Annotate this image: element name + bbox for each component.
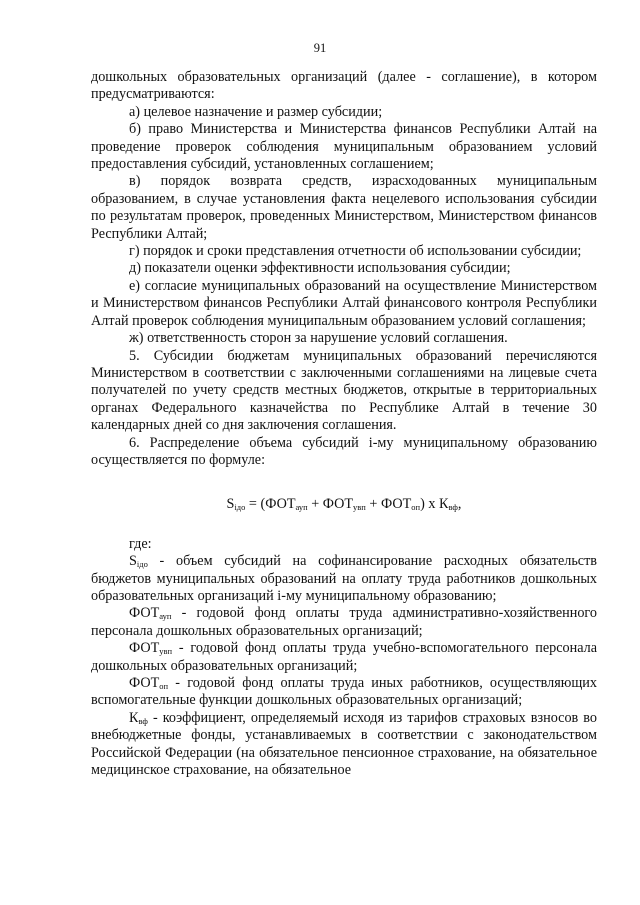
formula-term-sub: оп: [411, 502, 421, 513]
paragraph: г) порядок и сроки представления отчетности об использовании субсидии;: [129, 243, 582, 260]
paragraph: в) порядок возврата средств, израсходованных муниципальным образованием, в случае установления факта нецелевого использования субсидии по результатам проверок, проведенных Министерством, Министерством финансов Республики Алтай;: [91, 173, 597, 242]
formula-times: ) х: [420, 496, 439, 513]
definition-text: - годовой фонд оплаты труда учебно-вспомогательного персонала дошкольных образовательных организаций;: [91, 640, 597, 674]
definition-symbol-sub: iдо: [136, 559, 148, 570]
definition: [91, 640, 597, 675]
paragraph: 6. Распределение объема субсидий i-му муниципальному образованию осуществляется по формуле:: [91, 434, 597, 468]
definition-symbol-sub: увп: [159, 646, 173, 657]
where-label: где:: [129, 535, 152, 552]
paragraph: а) целевое назначение и размер субсидии;: [129, 103, 383, 120]
definition: [91, 710, 597, 780]
definition: [91, 605, 597, 640]
definition: [91, 675, 597, 710]
paragraph: 5. Субсидии бюджетам муниципальных образований перечисляются Министерством в соответствии с заключенными соглашениями на лицевые счета получателей по учету средств местных бюджетов, открытые в территориальных органах Федерального казначейства по Республике Алтай в течение 30 календарных дней со дня заключения соглашения.: [91, 347, 597, 434]
definition-symbol: К: [129, 709, 139, 726]
formula: [91, 496, 597, 513]
formula-plus: +: [307, 496, 323, 513]
formula-term: ФОТ: [380, 496, 412, 513]
definition-symbol: S: [129, 553, 137, 570]
paragraph: ж) ответственность сторон за нарушение условий соглашения.: [129, 330, 508, 347]
definition-symbol: ФОТ: [129, 675, 160, 691]
paragraph: е) согласие муниципальных образований на осуществление Министерством и Министерством финансов Республики Алтай финансового контроля Республики Алтай проверок соблюдения муниципальным образованием условий соглашения;: [91, 277, 597, 329]
formula-term-sub: увп: [353, 502, 366, 513]
definition-symbol: ФОТ: [129, 605, 160, 622]
definition-text: - годовой фонд оплаты труда административно-хозяйственного персонала дошкольных образовательных организаций;: [91, 605, 597, 639]
formula-term: ФОТ: [265, 496, 296, 513]
definition-text: - коэффициент, определяемый исходя из тарифов страховых взносов во внебюджетные фонды, устанавливаемых в соответствии с законодательством Российской Федерации (на обязательное пенсионное страхование, на обязательное медицинское страхование, на обязательное: [91, 709, 597, 779]
formula-eq: = (: [245, 496, 266, 513]
definition-symbol-sub: оп: [159, 681, 169, 691]
paragraph: дошкольных образовательных организаций (далее - соглашение), в котором предусматриваются:: [91, 69, 597, 103]
formula-lhs: S: [226, 496, 235, 513]
paragraph: б) право Министерства и Министерства финансов Республики Алтай на проведение проверок соблюдения муниципальным образованием условий предоставления субсидий, установленных соглашением;: [91, 121, 597, 173]
formula-lhs-sub: iдо: [234, 502, 246, 513]
formula-plus: +: [365, 496, 381, 513]
definition: [91, 553, 597, 605]
paragraph: д) показатели оценки эффективности использования субсидии;: [129, 260, 511, 277]
formula-term-sub: ауп: [295, 502, 308, 513]
definition-text: - годовой фонд оплаты труда иных работников, осуществляющих вспомогательные функции дошкольных образовательных организаций;: [91, 675, 597, 709]
formula-coefficient-sub: вф: [448, 502, 458, 513]
definition-symbol-sub: вф: [138, 715, 148, 726]
definition-text: - объем субсидий на софинансирование расходных обязательств бюджетов муниципальных образований на оплату труда работников дошкольных образовательных организаций i-му муниципальному образованию;: [91, 553, 597, 604]
formula-coefficient: К: [439, 496, 449, 513]
page-number: 91: [313, 41, 327, 55]
definition-symbol-sub: ауп: [159, 611, 172, 622]
formula-term: ФОТ: [322, 496, 354, 513]
definition-symbol: ФОТ: [129, 640, 160, 657]
document-body: [91, 69, 597, 779]
formula-end: ,: [457, 496, 462, 513]
